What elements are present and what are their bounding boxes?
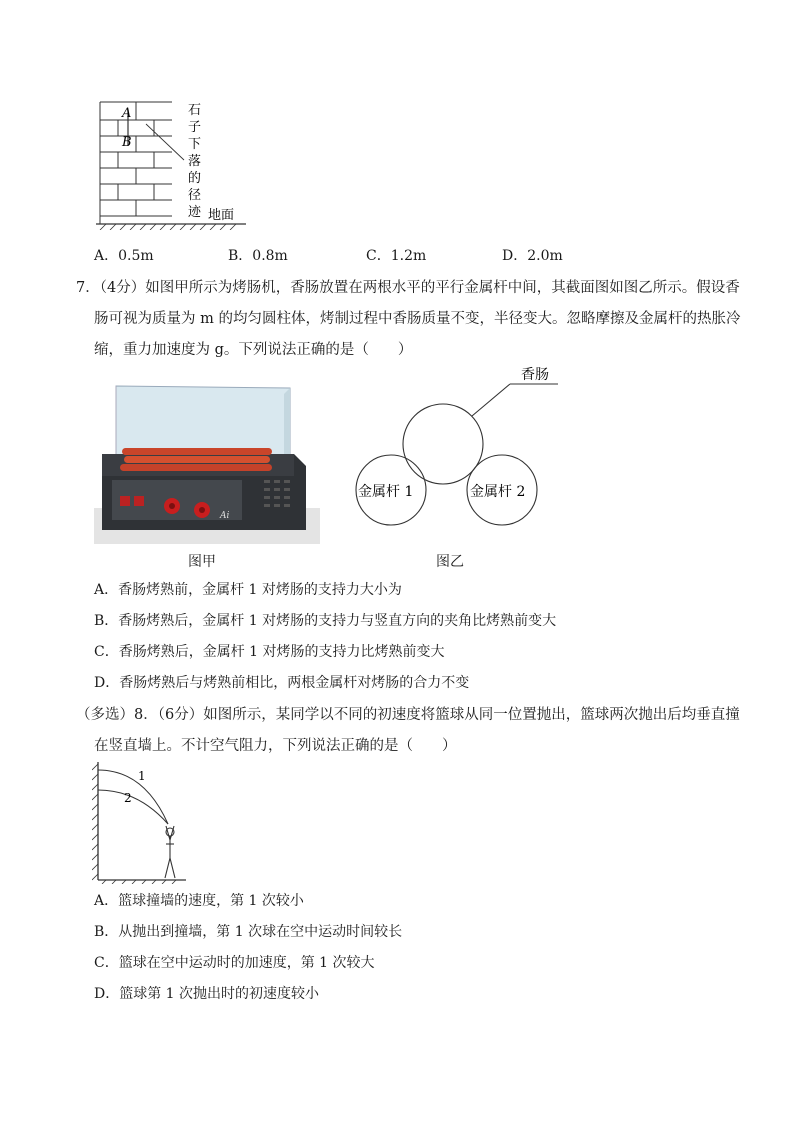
q7-rod1-label: 金属杆 1	[358, 484, 414, 500]
q7-option-d: D．香肠烤熟后与烤熟前相比，两根金属杆对烤肠的合力不变	[94, 675, 470, 691]
q6-ground-label: 地面	[208, 208, 235, 223]
q6-caption-char: 的	[188, 171, 202, 186]
q7-option-b: B．香肠烤熟后，金属杆 1 对烤肠的支持力与竖直方向的夹角比烤熟前变大	[94, 613, 557, 629]
q6-option-b: B．0.8m	[228, 248, 288, 264]
q7-figure-jia-caption: 图甲	[188, 554, 216, 570]
sausage-circle	[403, 404, 483, 484]
q7-cross-section-figure	[350, 360, 570, 540]
q7-grill-brand: Ai	[220, 511, 230, 521]
q7-grill-figure	[94, 384, 320, 544]
q6-option-a: A．0.5m	[94, 248, 154, 264]
q6-caption-char: 径	[188, 188, 202, 203]
q6-caption-char: 下	[188, 137, 202, 152]
q8-wall-throw-figure	[92, 760, 192, 884]
q7-stem-line-1: 7．（4分）如图甲所示为烤肠机，香肠放置在两根水平的平行金属杆中间，其截面图如图乙所示。假设香	[76, 280, 740, 296]
q7-option-a: A．香肠烤熟前，金属杆 1 对烤肠的支持力大小为	[94, 582, 402, 598]
q6-caption-char: 石	[188, 103, 202, 118]
q6-caption-char: 子	[188, 120, 202, 135]
q8-option-b: B．从抛出到撞墙，第 1 次球在空中运动时间较长	[94, 924, 403, 940]
q7-figure-yi-caption: 图乙	[436, 554, 464, 570]
q8-label-2: 2	[124, 791, 132, 805]
q8-label-1: 1	[138, 769, 146, 783]
q8-option-c: C．篮球在空中运动时的加速度，第 1 次较大	[94, 955, 375, 971]
q8-option-a: A．篮球撞墙的速度，第 1 次较小	[94, 893, 304, 909]
q6-option-d: D．2.0m	[502, 248, 563, 264]
q6-wall-figure	[92, 98, 252, 230]
q6-caption-char: 迹	[188, 205, 202, 220]
q7-option-c: C．香肠烤熟后，金属杆 1 对烤肠的支持力比烤熟前变大	[94, 644, 445, 660]
q7-stem-line-2: 肠可视为质量为 m 的均匀圆柱体，烤制过程中香肠质量不变，半径变大。忽略摩擦及金属杆的热胀冷	[94, 311, 741, 327]
q8-stem-line-2: 在竖直墙上。不计空气阻力，下列说法正确的是（ ）	[94, 738, 457, 754]
q7-stem-line-3: 缩，重力加速度为 g。下列说法正确的是（ ）	[94, 342, 413, 358]
q6-caption-char: 落	[188, 154, 202, 169]
q8-stem-line-1: （多选）8．（6分）如图所示，某同学以不同的初速度将篮球从同一位置抛出，篮球两次抛出后均垂直撞	[76, 707, 740, 723]
q8-option-d: D．篮球第 1 次抛出时的初速度较小	[94, 986, 320, 1002]
q6-label-b: B	[122, 135, 132, 150]
q6-label-a: A	[122, 106, 132, 121]
q7-sausage-label: 香肠	[521, 367, 549, 383]
q6-option-c: C．1.2m	[366, 248, 427, 264]
q7-rod2-label: 金属杆 2	[470, 484, 526, 500]
